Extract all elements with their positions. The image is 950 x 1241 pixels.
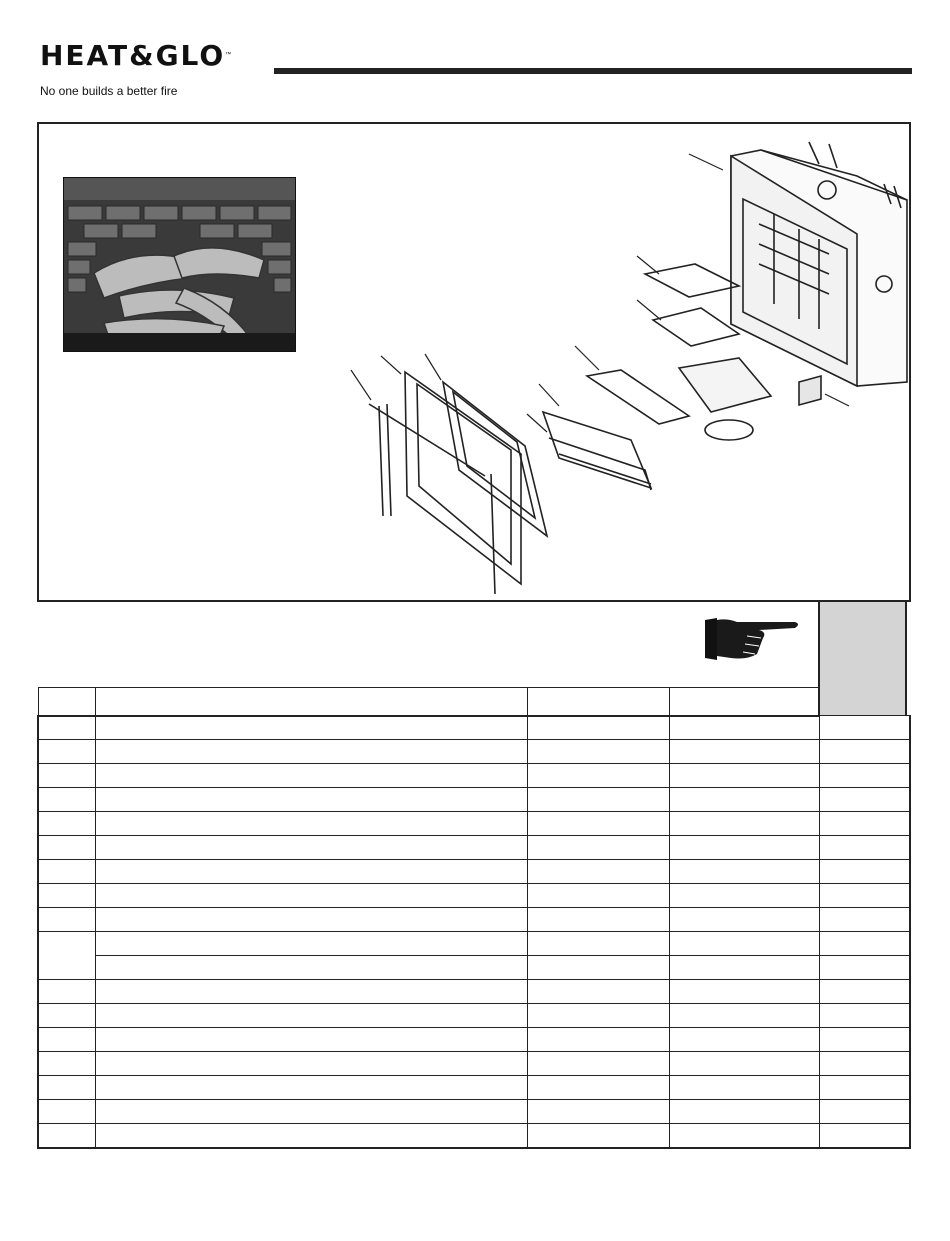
table-header-row [38,688,910,716]
logo-trademark: ™ [225,52,232,58]
table-row [38,932,910,956]
heatnglo-logo [40,36,250,76]
pointing-hand-icon [697,608,803,664]
col-header-stop [669,688,819,716]
table-row [38,980,910,1004]
table-row [38,1052,910,1076]
table-row [38,908,910,932]
col-header-part-number [819,688,910,716]
table-row [38,836,910,860]
table-row [38,860,910,884]
col-header-start [527,688,669,716]
logo-text: HEAT&GLO [40,39,226,72]
table-row [38,1004,910,1028]
table-row [38,812,910,836]
parts-table [37,687,911,1149]
col-header-item [38,688,95,716]
table-row [38,788,910,812]
table-row [38,764,910,788]
col-header-description [95,688,527,716]
header-rule [274,68,912,74]
table-row [38,1076,910,1100]
table-row [38,716,910,740]
page-header [0,0,950,110]
exploded-diagram-panel [37,122,911,602]
exploded-parts-illustration [39,124,909,600]
table-row [38,956,910,980]
table-row [38,1100,910,1124]
table-row [38,740,910,764]
table-row [38,1124,910,1148]
table-row [38,884,910,908]
brand-tagline: No one builds a better fire [40,84,178,98]
table-row [38,1028,910,1052]
